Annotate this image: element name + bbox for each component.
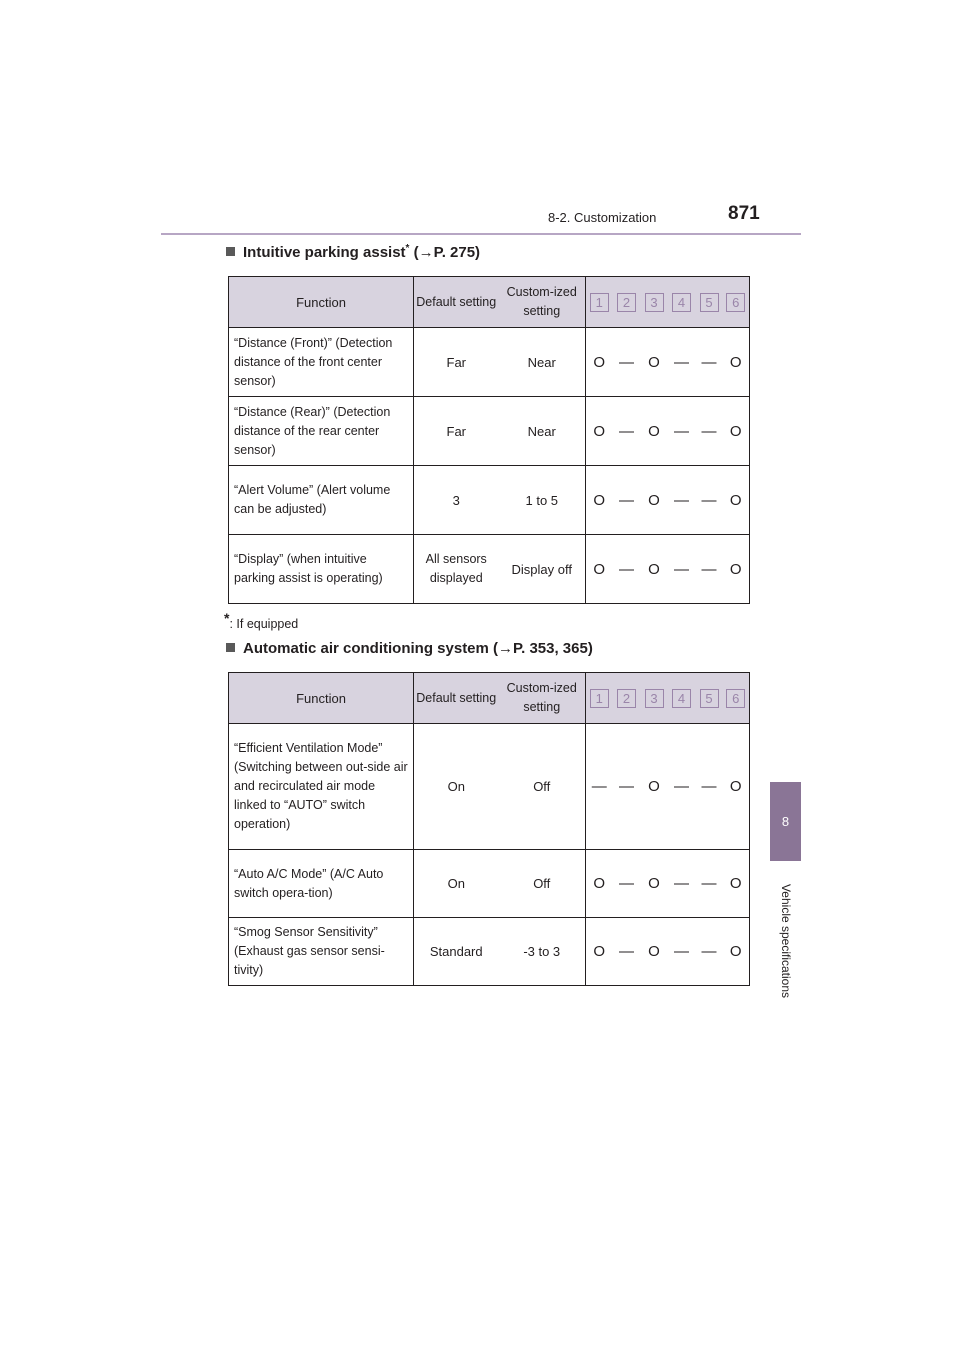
num-label: 4 <box>672 293 691 312</box>
default-cell: All sensors displayed <box>414 535 499 604</box>
custom-cell: Off <box>499 850 586 918</box>
function-cell: “Distance (Front)” (Detection distance of the front center sensor) <box>229 328 414 397</box>
mark-cell: O <box>641 724 668 850</box>
mark-cell: O <box>586 535 613 604</box>
num-label: 3 <box>645 689 664 708</box>
custom-cell: 1 to 5 <box>499 466 586 535</box>
mark-cell: — <box>613 850 641 918</box>
default-cell: Far <box>414 328 499 397</box>
square-bullet-icon <box>226 643 235 652</box>
col-num <box>586 277 613 328</box>
mark-cell: — <box>696 397 723 466</box>
default-cell: Standard <box>414 918 499 986</box>
col-num <box>641 277 668 328</box>
custom-cell: Display off <box>499 535 586 604</box>
custom-cell: -3 to 3 <box>499 918 586 986</box>
section-ref: (→P. 353, 365) <box>493 640 593 657</box>
function-cell: “Alert Volume” (Alert volume can be adjusted) <box>229 466 414 535</box>
section-title: Automatic air conditioning system <box>243 640 489 657</box>
footnote-mark: * <box>224 610 230 626</box>
num-label: 5 <box>700 293 719 312</box>
mark-cell: O <box>723 328 750 397</box>
footnote-text: : If equipped <box>229 617 299 632</box>
chapter-label-text: Vehicle specifications <box>779 883 793 999</box>
mark-cell: O <box>586 397 613 466</box>
col-num <box>668 673 696 724</box>
default-cell: On <box>414 724 499 850</box>
col-num <box>613 277 641 328</box>
chapter-label <box>777 871 795 1011</box>
function-cell: “Smog Sensor Sensitivity” (Exhaust gas sensor sensi-tivity) <box>229 918 414 986</box>
table-row <box>229 850 750 918</box>
custom-cell: Off <box>499 724 586 850</box>
section-heading-aircon <box>226 640 593 657</box>
mark-cell: — <box>613 724 641 850</box>
mark-cell: O <box>723 535 750 604</box>
num-label: 1 <box>590 293 609 312</box>
num-label: 4 <box>672 689 691 708</box>
table-row <box>229 535 750 604</box>
mark-cell: — <box>613 328 641 397</box>
num-label: 2 <box>617 293 636 312</box>
col-num <box>696 673 723 724</box>
mark-cell: — <box>696 535 723 604</box>
col-num <box>613 673 641 724</box>
air-conditioning-table <box>228 672 750 986</box>
function-cell: “Auto A/C Mode” (A/C Auto switch opera-tion) <box>229 850 414 918</box>
mark-cell: — <box>613 466 641 535</box>
mark-cell: O <box>641 918 668 986</box>
footnote <box>224 610 298 631</box>
mark-cell: O <box>586 466 613 535</box>
mark-cell: O <box>723 850 750 918</box>
table-header-row <box>229 673 750 724</box>
page-number: 871 <box>728 203 760 224</box>
function-cell: “Efficient Ventilation Mode” (Switching between out-side air and recirculated air mode linked to “AUTO” switch operation) <box>229 724 414 850</box>
mark-cell: O <box>641 328 668 397</box>
mark-cell: — <box>696 466 723 535</box>
mark-cell: — <box>613 535 641 604</box>
mark-cell: O <box>723 397 750 466</box>
chapter-tab: 8 <box>770 782 801 861</box>
mark-cell: O <box>641 466 668 535</box>
mark-cell: — <box>668 397 696 466</box>
col-custom: Custom-ized setting <box>499 277 586 328</box>
mark-cell: O <box>641 535 668 604</box>
mark-cell: — <box>696 724 723 850</box>
col-function: Function <box>229 673 414 724</box>
custom-cell: Near <box>499 328 586 397</box>
col-num <box>586 673 613 724</box>
mark-cell: — <box>668 328 696 397</box>
mark-cell: — <box>668 918 696 986</box>
mark-cell: — <box>586 724 613 850</box>
function-cell: “Display” (when intuitive parking assist is operating) <box>229 535 414 604</box>
function-cell: “Distance (Rear)” (Detection distance of the rear center sensor) <box>229 397 414 466</box>
mark-cell: — <box>668 850 696 918</box>
mark-cell: — <box>696 918 723 986</box>
default-cell: On <box>414 850 499 918</box>
col-custom: Custom-ized setting <box>499 673 586 724</box>
col-num <box>723 673 750 724</box>
default-cell: 3 <box>414 466 499 535</box>
mark-cell: O <box>723 918 750 986</box>
mark-cell: O <box>586 850 613 918</box>
mark-cell: — <box>613 918 641 986</box>
section-title: Intuitive parking assist <box>243 244 406 261</box>
col-function: Function <box>229 277 414 328</box>
mark-cell: O <box>641 397 668 466</box>
col-num <box>641 673 668 724</box>
square-bullet-icon <box>226 247 235 256</box>
section-header: 8-2. Customization <box>548 210 657 225</box>
num-label: 1 <box>590 689 609 708</box>
mark-cell: — <box>668 466 696 535</box>
num-label: 3 <box>645 293 664 312</box>
section-heading-parking <box>226 243 480 261</box>
mark-cell: O <box>586 328 613 397</box>
mark-cell: — <box>613 397 641 466</box>
mark-cell: O <box>723 724 750 850</box>
table-row <box>229 328 750 397</box>
col-num <box>723 277 750 328</box>
col-num <box>668 277 696 328</box>
table-row <box>229 724 750 850</box>
num-label: 5 <box>700 689 719 708</box>
num-label: 2 <box>617 689 636 708</box>
col-num <box>696 277 723 328</box>
table-row <box>229 918 750 986</box>
col-default: Default setting <box>414 277 499 328</box>
table-row <box>229 466 750 535</box>
col-default: Default setting <box>414 673 499 724</box>
custom-cell: Near <box>499 397 586 466</box>
footnote-star: * <box>405 243 410 254</box>
mark-cell: — <box>696 328 723 397</box>
parking-assist-table <box>228 276 750 604</box>
section-ref: (→P. 275) <box>413 244 481 261</box>
table-row <box>229 397 750 466</box>
mark-cell: — <box>668 535 696 604</box>
num-label: 6 <box>726 689 745 708</box>
mark-cell: O <box>723 466 750 535</box>
mark-cell: — <box>696 850 723 918</box>
mark-cell: O <box>641 850 668 918</box>
default-cell: Far <box>414 397 499 466</box>
header-rule <box>161 233 801 235</box>
num-label: 6 <box>726 293 745 312</box>
table-header-row <box>229 277 750 328</box>
mark-cell: O <box>586 918 613 986</box>
mark-cell: — <box>668 724 696 850</box>
